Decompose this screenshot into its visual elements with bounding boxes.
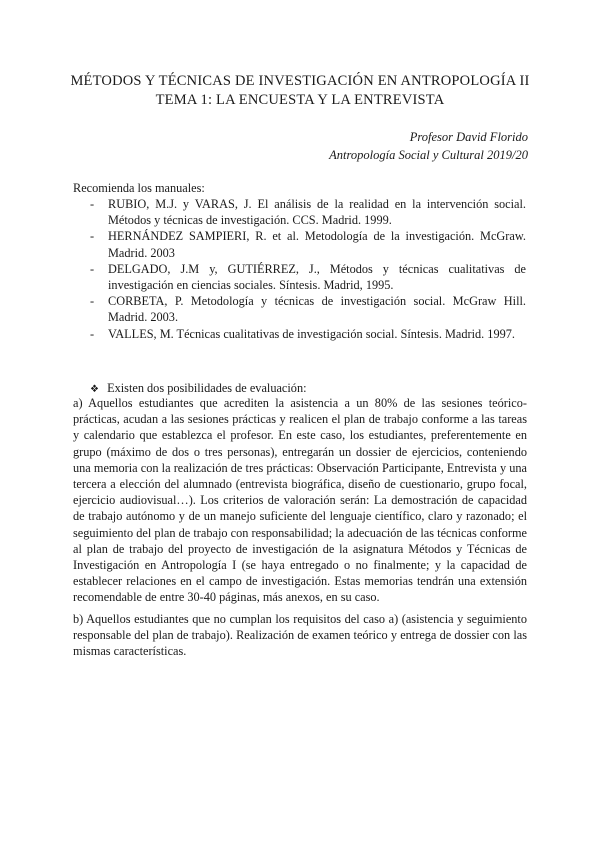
- reference-text: VALLES, M. Técnicas cualitativas de investigación social. Síntesis. Madrid. 1997.: [108, 326, 515, 341]
- list-dash: -: [90, 197, 95, 211]
- author-name: Profesor David Florido: [409, 130, 528, 144]
- list-item: [90, 196, 526, 228]
- reference-text: HERNÁNDEZ SAMPIERI, R. et al. Metodología de la investigación. McGraw. Madrid. 2003: [108, 229, 526, 260]
- evaluation-option-a: a) Aquellos estudiantes que acrediten la asistencia a un 80% de las sesiones teórico-prácticas, acudan a las sesiones prácticas y realicen el plan de trabajo conforme a las tareas y calendario que establezca el profesor. En este caso, los estudiantes, preferentemente en grupo (máximo de dos o tres personas), entregarán un dossier de ejercicios, conteniendo una memoria con la realización de tres prácticas: Observación Participante, Entrevista y una tercera a elección del alumnado (entrevista biográfica, diseño de cuestionario, grupo focal, ejercicio audiovisual…). Los criterios de valoración serán: La demostración de capacidad de trabajo autónomo y de un manejo suficiente del lenguaje científico, claro y razonado; el seguimiento del plan de trabajo con responsabilidad; la adecuación de las técnicas conforme al plan de trabajo del proyecto de investigación de la asignatura Métodos y Técnicas de Investigación en Antropología I (se haya entregado o no finalmente; y la capacidad de establecer relaciones en el campo de investigación. Estas memorias tendrán una extensión recomendable de entre 30-40 páginas, más anexos, en su caso.: [73, 396, 527, 605]
- list-dash: -: [90, 326, 95, 341]
- list-item: [90, 326, 526, 342]
- reference-text: DELGADO, J.M y, GUTIÉRREZ, J., Métodos y técnicas cualitativas de investigación en ciencias sociales. Síntesis. Madrid, 1995.: [108, 261, 526, 293]
- manuals-list: [90, 196, 526, 342]
- author-block: [329, 128, 528, 164]
- list-dash: -: [90, 294, 95, 309]
- course-name: Antropología Social y Cultural 2019/20: [329, 148, 528, 162]
- document-title: [60, 72, 540, 110]
- list-item: [90, 261, 526, 293]
- list-item: [90, 293, 526, 325]
- list-item: [90, 228, 526, 260]
- diamond-bullet-icon: ❖: [90, 384, 99, 395]
- list-dash: -: [90, 229, 95, 244]
- reference-text: CORBETA, P. Metodología y técnicas de investigación social. McGraw Hill. Madrid. 2003.: [108, 294, 526, 325]
- evaluation-option-b: b) Aquellos estudiantes que no cumplan los requisitos del caso a) (asistencia y seguimiento responsable del plan de trabajo). Realización de examen teórico y entrega de dossier con las mismas características.: [73, 612, 527, 659]
- list-dash: -: [90, 261, 95, 276]
- evaluation-heading-text: Existen dos posibilidades de evaluación:: [107, 381, 307, 395]
- reference-text: RUBIO, M.J. y VARAS, J. El análisis de la realidad en la intervención social. Métodos y técnicas de investigación. CCS. Madrid. 1999.: [108, 197, 526, 228]
- manuals-intro: Recomienda los manuales:: [73, 181, 205, 195]
- title-line-1: MÉTODOS Y TÉCNICAS DE INVESTIGACIÓN EN ANTROPOLOGÍA II: [70, 73, 530, 89]
- title-line-2: TEMA 1: LA ENCUESTA Y LA ENTREVISTA: [155, 92, 445, 108]
